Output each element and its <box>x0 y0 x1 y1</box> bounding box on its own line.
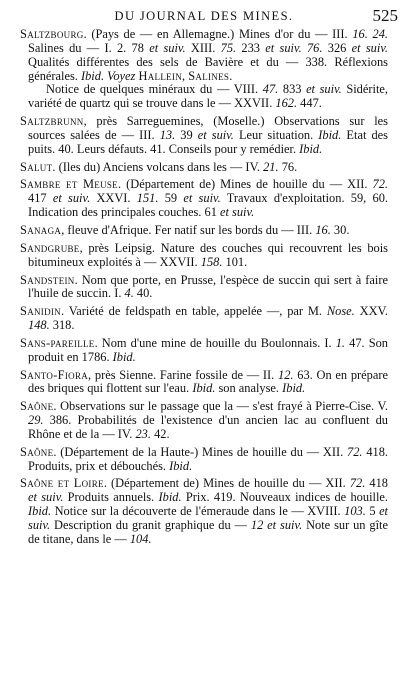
entry-text: . (Département de la Haute-) Mines de houille du — XII. <box>53 444 348 459</box>
entry-headword: Sanidin <box>20 304 61 319</box>
index-entry <box>20 400 388 442</box>
entry-text: , fleuve d'Afrique. Fer natif sur les bords du — III. <box>61 222 316 237</box>
entry-text: Sidérite, variété de quartz qui se trouve dans le — XXVII. <box>28 82 388 111</box>
entry-text: Etat des puits. 40. Leurs défauts. 41. Conseils pour y remédier. <box>28 127 388 156</box>
entry-paragraph <box>20 335 388 365</box>
italic-ref: et suiv. <box>52 191 91 206</box>
entry-headword: Saltzbourg <box>20 27 84 41</box>
entry-text: XXVI. <box>90 191 137 206</box>
entry-headword: Sanaga <box>20 222 62 237</box>
entry-paragraph <box>20 222 388 238</box>
entry-headword: Saône <box>20 399 54 414</box>
entry-continuation <box>28 83 388 111</box>
italic-ref: 12. <box>278 367 294 382</box>
italic-ref: et suiv. <box>351 40 388 55</box>
index-entry <box>20 369 388 397</box>
italic-ref: Ibid. <box>169 458 193 473</box>
entry-text: . Observations sur le passage que la — s'est frayé à Pierre-Cise. V. <box>53 399 388 414</box>
italic-ref: et suiv. <box>197 127 234 142</box>
italic-ref: 13. <box>159 127 176 142</box>
entry-text: 417 <box>28 191 53 206</box>
entry-text: XXV. <box>354 304 388 319</box>
entry-text: 418. Produits, prix et débouchés. <box>28 444 388 473</box>
entry-text: , <box>182 68 189 83</box>
entry-text: 418 <box>365 476 389 491</box>
italic-ref: 29. <box>28 413 44 428</box>
italic-ref: 151. <box>136 191 159 206</box>
index-entry <box>20 28 388 111</box>
entry-text: 30. <box>330 222 350 237</box>
italic-ref: Ibid. <box>158 490 182 505</box>
italic-ref: Ibid. <box>112 349 136 364</box>
entry-text: Leur situation. <box>233 127 319 142</box>
entry-text: 40. <box>133 286 153 301</box>
entry-text: 42. <box>150 426 170 441</box>
italic-ref: 148. <box>28 318 50 333</box>
italic-ref: et suiv. <box>28 504 389 532</box>
italic-ref: 104. <box>129 531 152 546</box>
entry-text: . Nom que porte, en Prusse, l'espèce de succin qui sert à faire l'huile de succin. I. <box>28 272 388 301</box>
entry-text: . Variété de feldspath en table, appelée —, par M. <box>60 304 327 319</box>
italic-ref: et suiv. <box>149 40 186 55</box>
entry-paragraph <box>20 304 388 333</box>
entry-text: Note sur un gîte de titane, dans le — <box>28 518 388 546</box>
entry-headword: Santo-Fiora <box>20 367 89 382</box>
entry-paragraph <box>20 159 388 175</box>
entry-text: Description du granit graphique du — <box>50 518 251 532</box>
index-entries <box>20 28 388 551</box>
entry-text: Travaux d'exploitation. 59, 60. Indication des principales couches. 61 <box>28 191 389 220</box>
entry-paragraph <box>20 27 388 83</box>
italic-ref: 1. <box>335 335 346 350</box>
entry-text: 233 <box>236 40 266 55</box>
italic-ref: Ibid. <box>192 381 216 396</box>
entry-text: 326 <box>322 40 352 55</box>
index-entry <box>20 224 388 238</box>
entry-text: Salines du — I. 2. 78 <box>28 40 150 55</box>
italic-ref: 72. <box>347 444 363 459</box>
italic-ref: 158. <box>200 254 223 269</box>
index-entry <box>20 446 388 474</box>
italic-ref: 72. <box>372 177 388 192</box>
italic-ref: Ibid. <box>299 141 323 156</box>
italic-ref: et suiv. <box>28 490 64 505</box>
index-entry <box>20 477 388 546</box>
entry-text: Notice de quelques minéraux du — VIII. <box>46 82 263 97</box>
entry-headword: Sandgrube <box>20 240 80 255</box>
entry-headword: Saltzbrunn <box>20 114 84 129</box>
entry-text: . (Pays de — en Allemagne.) Mines d'or du — III. <box>83 27 353 41</box>
index-entry <box>20 274 388 302</box>
entry-text: 5 <box>365 504 380 519</box>
entry-text: Qualités différentes des sels de Bavière et du — 338. Réflexions générales. <box>28 54 388 83</box>
entry-paragraph <box>20 272 388 302</box>
entry-headword: Sandstein <box>20 272 75 287</box>
entry-text: XIII. <box>185 40 221 55</box>
italic-ref: 103. <box>344 504 366 519</box>
entry-headword: Saône et Loire <box>20 476 104 491</box>
italic-ref: 23. <box>135 426 151 441</box>
entry-paragraph <box>20 399 388 442</box>
italic-ref: 12 et suiv. <box>250 518 303 532</box>
entry-text: , près Sienne. Farine fossile de — II. <box>88 367 279 382</box>
italic-ref: 4. <box>124 286 134 301</box>
entry-text: Notice sur la découverte de l'émeraude dans le — XVIII. <box>51 504 345 519</box>
italic-ref: 47. <box>262 82 279 97</box>
index-entry <box>20 161 388 175</box>
entry-paragraph <box>20 177 389 220</box>
index-entry <box>20 115 388 157</box>
italic-ref: 162. <box>275 96 298 111</box>
entry-headword: Hallein <box>138 68 183 83</box>
entry-text: 63. On en prépare des briques qui flottent sur l'eau. <box>28 367 388 396</box>
entry-text: 76. <box>278 159 298 174</box>
entry-text: 447. <box>297 96 322 111</box>
italic-ref: 16. 24. <box>352 27 388 41</box>
italic-ref: 72. <box>349 476 366 491</box>
italic-ref: Nose. <box>326 304 355 319</box>
entry-headword: Salines <box>188 68 230 83</box>
entry-text: . <box>229 68 233 83</box>
running-head <box>10 6 398 26</box>
italic-ref: 16. <box>315 222 331 237</box>
italic-ref: et suiv. <box>183 191 221 206</box>
entry-text: 39 <box>175 127 198 142</box>
entry-headword: Salut <box>20 159 53 174</box>
entry-text: 386. Probabilités de l'existence d'un ancien lac au confluent du Rhône et de la — IV. <box>28 413 388 441</box>
index-entry <box>20 178 388 220</box>
italic-ref: et suiv. 76. <box>265 40 323 55</box>
index-entry <box>20 242 388 270</box>
entry-headword: Sans-pareille <box>20 335 95 350</box>
entry-text: 47. Son produit en 1786. <box>28 335 388 364</box>
entry-text: 59 <box>158 191 184 206</box>
italic-ref: Ibid. <box>282 381 306 396</box>
italic-ref: Ibid. Voyez <box>80 68 136 83</box>
index-entry <box>20 305 388 333</box>
entry-headword: Sambre et Meuse <box>20 177 118 192</box>
entry-headword: Saône <box>20 444 54 459</box>
italic-ref: 21. <box>263 159 279 174</box>
italic-ref: 75. <box>220 40 237 55</box>
entry-paragraph <box>20 476 389 546</box>
entry-paragraph <box>20 367 388 397</box>
entry-text: Prix. 419. Nouveaux indices de houille. <box>181 490 388 505</box>
index-entry <box>20 337 388 365</box>
entry-text: , près Sarreguemines, (Moselle.) Observations sur les sources salées de — III. <box>28 114 388 142</box>
entry-text: 318. <box>49 318 75 333</box>
italic-ref: Ibid. <box>318 127 342 142</box>
entry-paragraph <box>20 114 388 157</box>
entry-text: . Nom d'une mine de houille du Boulonnais. I. <box>94 335 336 350</box>
italic-ref: et suiv. <box>306 82 342 97</box>
entry-paragraph <box>20 240 388 270</box>
running-head-title: DU JOURNAL DES MINES. <box>114 9 294 23</box>
entry-text: . (Iles du) Anciens volcans dans les — IV. <box>52 159 264 174</box>
italic-ref: et suiv. <box>220 205 255 220</box>
entry-text: Produits annuels. <box>63 490 159 505</box>
entry-text: 833 <box>278 82 307 97</box>
entry-text: . (Département de) Mines de houille du — XII. <box>117 177 373 192</box>
italic-ref: Ibid. <box>28 504 52 519</box>
entry-paragraph <box>20 444 388 474</box>
entry-text: son analyse. <box>215 381 283 396</box>
entry-text: . (Département de) Mines de houille du — XII. <box>103 476 350 491</box>
page-number: 525 <box>372 6 398 25</box>
entry-text: 101. <box>222 254 248 269</box>
entry-text: , près Leipsig. Nature des couches qui recouvrent les bois bitumineux exploités à — XXVII. <box>28 240 388 269</box>
